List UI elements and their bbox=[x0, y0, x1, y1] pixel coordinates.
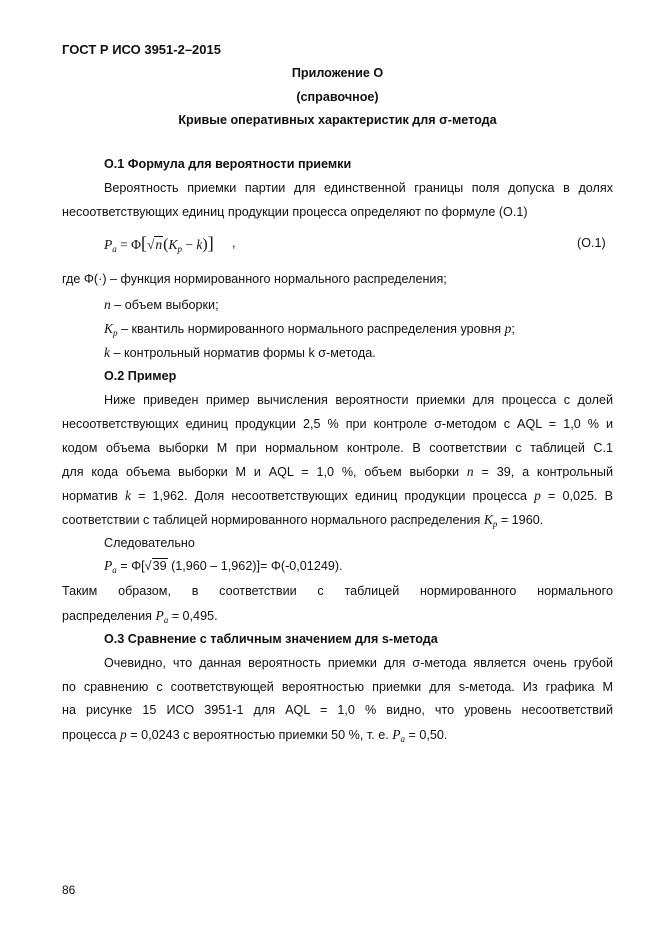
section-heading-o1: О.1 Формула для вероятности приемки bbox=[104, 157, 352, 171]
calculation-line: $P_a = \Phi[√39$ (1,960 – 1,962)]= Φ(-0,01249). bbox=[104, 558, 343, 575]
paragraph-line: несоответствующих единиц продукции 2,5 % при контроле σ-методом с AQL = 1,0 % и bbox=[62, 417, 613, 431]
formula-comma: , bbox=[232, 236, 236, 250]
formula-number: (О.1) bbox=[577, 236, 606, 250]
page-number: 86 bbox=[62, 883, 76, 897]
paragraph-line: несоответствующих единиц продукции процесса определяют по формуле (О.1) bbox=[62, 205, 528, 219]
paragraph-line: процесса p = 0,0243 с вероятностью приемки 50 %, т. е. $P_a = 0,50$. bbox=[62, 727, 448, 744]
paragraph-line: норматив k = 1,962. Доля несоответствующих единиц продукции процесса p = 0,025. В bbox=[62, 488, 613, 503]
appendix-subtitle: Кривые оперативных характеристик для σ-метода bbox=[178, 113, 497, 127]
paragraph-line: кодом объема выборки М при нормальном контроле. В соответствии с таблицей С.1 bbox=[62, 441, 613, 455]
paragraph-line: Вероятность приемки партии для единственной границы поля допуска в долях bbox=[104, 181, 613, 195]
definition-n: n – объем выборки; bbox=[104, 297, 219, 312]
section-heading-o3: О.3 Сравнение с табличным значением для s-метода bbox=[104, 632, 438, 646]
paragraph-line: соответствии с таблицей нормированного нормального распределения $K_p = 1960$. bbox=[62, 512, 544, 529]
definition-k: k – контрольный норматив формы k σ-метода. bbox=[104, 345, 376, 360]
paragraph-line: для кода объема выборки М и AQL = 1,0 %, объем выборки n = 39, а контрольный bbox=[62, 464, 613, 479]
appendix-note: (справочное) bbox=[296, 90, 379, 104]
section-heading-o2: О.2 Пример bbox=[104, 369, 177, 383]
standard-header: ГОСТ Р ИСО 3951-2–2015 bbox=[62, 42, 221, 57]
paragraph-line: на рисунке 15 ИСО 3951-1 для AQL = 1,0 % видно, что уровень несоответствий bbox=[62, 703, 613, 717]
paragraph-line: Ниже приведен пример вычисления вероятности приемки для процесса с долей bbox=[104, 393, 613, 407]
paragraph-line: Следовательно bbox=[104, 536, 195, 550]
paragraph-line: Очевидно, что данная вероятность приемки для σ-метода является очень грубой bbox=[104, 656, 613, 670]
formula-o1: $P_a = \Phi[√n(K_p - k)]$ bbox=[104, 233, 214, 254]
definition-where: где Φ(·) – функция нормированного нормального распределения; bbox=[62, 272, 447, 286]
paragraph-line: распределения $P_a = 0,495$. bbox=[62, 608, 218, 625]
paragraph-line: Таким образом, в соответствии с таблицей нормированного нормального bbox=[62, 584, 613, 598]
paragraph-line: по сравнению с соответствующей вероятностью приемки для s-метода. Из графика М bbox=[62, 680, 613, 694]
appendix-title: Приложение О bbox=[291, 66, 384, 80]
definition-kp: $K_p$ – квантиль нормированного нормального распределения уровня p; bbox=[104, 321, 515, 338]
